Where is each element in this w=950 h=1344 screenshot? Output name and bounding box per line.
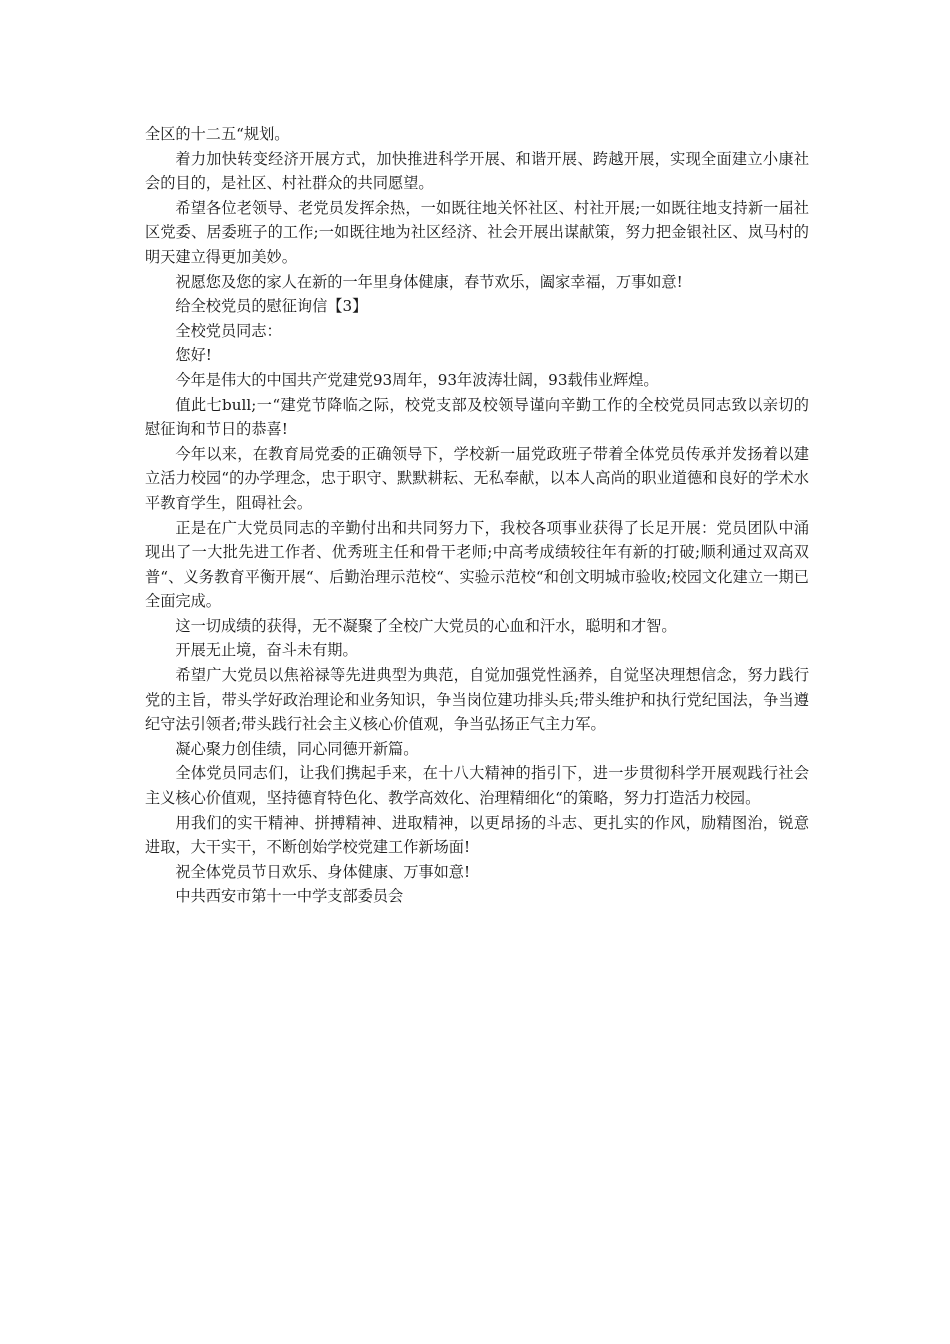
paragraph-8: 今年是伟大的中国共产党建党93周年，93年波涛壮阔，93载伟业辉煌。 — [175, 370, 659, 389]
paragraph-2: 着力加快转变经济开展方式，加快推进科学开展、和谐开展、跨越开展，实现全面建立小康社会的目的，是社区、村社群众的共同愿望。 — [145, 149, 809, 193]
paragraph-1: 全区的十二五“规划。 — [145, 125, 290, 143]
greeting: 您好! — [175, 346, 212, 365]
paragraph-13: 开展无止境，奋斗未有期。 — [175, 641, 358, 660]
paragraph-16: 全体党员同志们，让我们携起手来，在十八大精神的指引下，进一步贯彻科学开展观践行社会主义核心价值观，坚持德育特色化、教学高效化、治理精细化“的策略，努力打造活力校园。 — [145, 764, 809, 808]
signature: 中共西安市第十一中学支部委员会 — [175, 887, 404, 906]
paragraph-3: 希望各位老领导、老党员发挥余热，一如既往地关怀社区、村社开展;一如既往地支持新一届社区党委、居委班子的工作;一如既往地为社区经济、社会开展出谋献策，努力把金银社区、岚马村的明天建立得更加美妙。 — [145, 198, 809, 266]
paragraph-11: 正是在广大党员同志的辛勤付出和共同努力下，我校各项事业获得了长足开展：党员团队中涌现出了一大批先进工作者、优秀班主任和骨干老师;中高考成绩较往年有新的打破;顺利通过双高双普“、义务教育平衡开展“、后勤治理示范校“、实验示范校“和创文明城市验收;校园文化建立一期已全面完成。 — [145, 518, 809, 611]
document-body — [145, 122, 809, 909]
paragraph-10: 今年以来，在教育局党委的正确领导下，学校新一届党政班子带着全体党员传承并发扬着以建立活力校园“的办学理念，忠于职守、默默耕耘、无私奉献，以本人高尚的职业道德和良好的学术水平教育学生，阻碍社会。 — [145, 444, 809, 512]
paragraph-14: 希望广大党员以焦裕禄等先进典型为典范，自觉加强党性涵养，自觉坚决理想信念，努力践行党的主旨，带头学好政治理论和业务知识，争当岗位建功排头兵;带头维护和执行党纪国法，争当遵纪守法引领者;带头践行社会主义核心价值观，争当弘扬正气主力军。 — [145, 666, 809, 734]
section-title: 给全校党员的慰征询信【3】 — [175, 297, 368, 316]
paragraph-4: 祝愿您及您的家人在新的一年里身体健康，春节欢乐，阖家幸福，万事如意! — [175, 272, 683, 291]
paragraph-18: 祝全体党员节日欢乐、身体健康、万事如意! — [175, 862, 471, 881]
paragraph-15: 凝心聚力创佳绩，同心同德开新篇。 — [175, 739, 419, 758]
paragraph-17: 用我们的实干精神、拼搏精神、进取精神，以更昂扬的斗志、更扎实的作风，励精图治，锐意进取，大干实干，不断创始学校党建工作新场面! — [145, 813, 809, 857]
salutation: 全校党员同志： — [175, 321, 282, 340]
paragraph-9: 值此七bull;一“建党节降临之际，校党支部及校领导谨向辛勤工作的全校党员同志致以亲切的慰征询和节日的恭喜! — [145, 395, 809, 439]
paragraph-12: 这一切成绩的获得，无不凝聚了全校广大党员的心血和汗水，聪明和才智。 — [175, 616, 677, 635]
